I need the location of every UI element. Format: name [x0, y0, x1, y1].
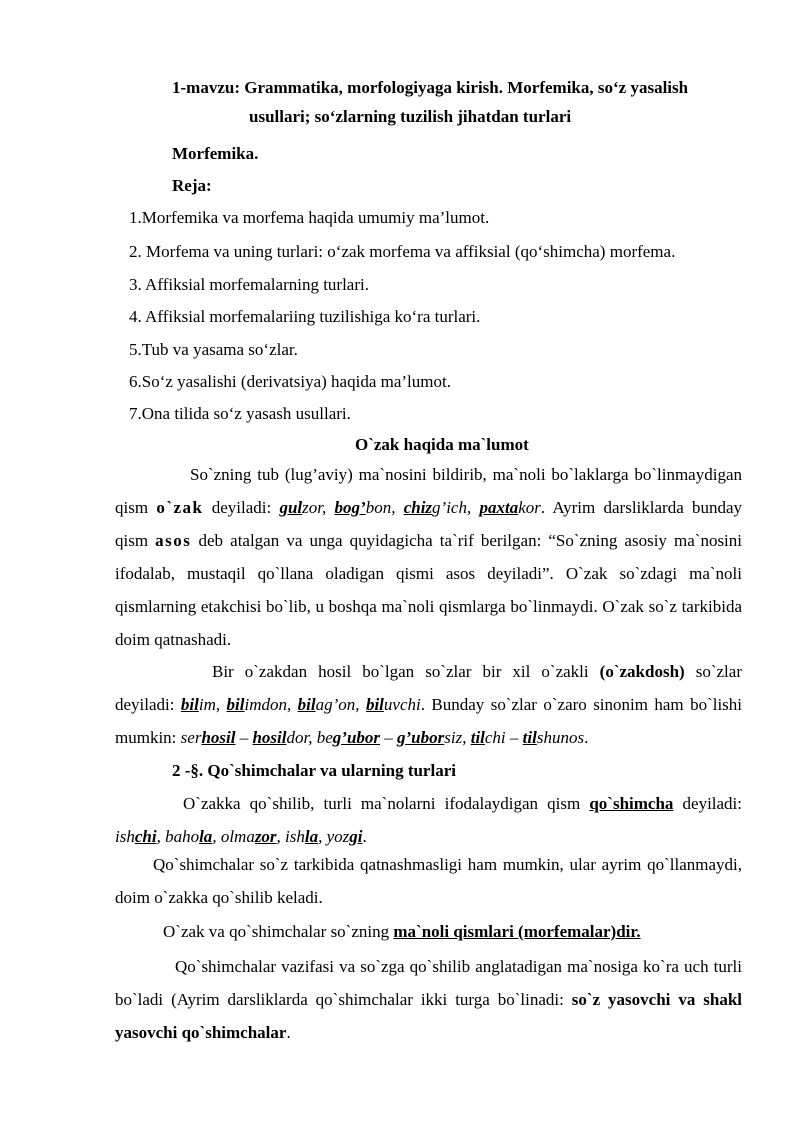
- paragraph-qoshimcha-note: Qo`shimchalar so`z tarkibida qatnashmasligi ham mumkin, ular ayrim qo`llanmaydi, doim o`zakka qo`shilib keladi.: [115, 855, 742, 907]
- term-yasovchi: so`z yasovchi va shakl yasovchi qo`shimchalar: [115, 990, 742, 1042]
- plan-item-3: 3. Affiksial morfemalarning turlari.: [129, 275, 369, 294]
- plan-item-7: 7.Ona tilida so‘z yasash usullari.: [129, 404, 351, 423]
- title-line-1: 1-mavzu: Grammatika, morfologiyaga kirish. Morfemika, so‘z yasalish: [172, 78, 689, 97]
- paragraph-morfemalar: O`zak va qo`shimchalar so`zning ma`noli qismlari (morfemalar)dir.: [163, 922, 641, 941]
- term-asos: asos: [155, 531, 192, 550]
- plan-item-4: 4. Affiksial morfemalariing tuzilishiga ko‘ra turlari.: [129, 307, 481, 326]
- heading-ozak: O`zak haqida ma`lumot: [355, 435, 529, 454]
- term-ozakdosh: (o`zakdosh): [599, 662, 685, 681]
- plan-item-5: 5.Tub va yasama so‘zlar.: [129, 340, 298, 359]
- paragraph-ozak-definition: So`zning tub (lug’aviy) ma`nosini bildirib, ma`noli bo`laklarga bo`linmaydigan qism o`zak deyiladi: gulzor, bog’bon, chizg’ich, paxtakor. Ayrim darsliklarda bunday qism asos deb atalgan va unga quyidagicha ta`rif berilgan: “So`zning asosiy ma`nosini ifodalab, mustaqil qo`llana oladigan qismi asos deyiladi”. O`zak so`zdagi ma`noli qismlarning etakchisi bo`lib, u boshqa ma`noli qismlarga bo`linmaydi. O`zak so`z tarkibida doim qatnashadi.: [115, 465, 743, 649]
- section-morfemika: Morfemika.: [172, 144, 259, 163]
- paragraph-ozakdosh: Bir o`zakdan hosil bo`lgan so`zlar bir xil o`zakli (o`zakdosh) so`zlar deyiladi: bilim, bilimdon, bilag’on, biluvchi. Bunday so`zlar o`zaro sinonim ham bo`lishi mumkin: serhosil – hosildor, beg’ubor – g’uborsiz, tilchi – tilshunos.: [115, 662, 743, 747]
- paragraph-qoshimcha-types: Qo`shimchalar vazifasi va so`zga qo`shilib anglatadigan ma`nosiga ko`ra uch turli bo`ladi (Ayrim darsliklarda qo`shimchalar ikki turga bo`linadi: so`z yasovchi va shakl yasovchi qo`shimchalar.: [115, 957, 742, 1042]
- plan-item-6: 6.So‘z yasalishi (derivatsiya) haqida ma’lumot.: [129, 372, 451, 391]
- term-morfemalar: ma`noli qismlari (morfemalar)dir.: [393, 922, 641, 941]
- title-line-2: usullari; so‘zlarning tuzilish jihatdan turlari: [249, 107, 572, 126]
- term-qoshimcha: qo`shimcha: [589, 794, 674, 813]
- heading-qoshimcha: 2 -§. Qo`shimchalar va ularning turlari: [172, 761, 456, 780]
- term-ozak: o`zak: [156, 498, 204, 517]
- paragraph-qoshimcha-definition: O`zakka qo`shilib, turli ma`nolarni ifodalaydigan qism qo`shimcha deyiladi: ishchi, bahola, olmazor, ishla, yozgi.: [115, 794, 743, 846]
- plan-heading: Reja:: [172, 176, 212, 195]
- plan-item-1: 1.Morfemika va morfema haqida umumiy ma’lumot.: [129, 208, 490, 227]
- plan-item-2: 2. Morfema va uning turlari: o‘zak morfema va affiksial (qo‘shimcha) morfema.: [129, 242, 676, 261]
